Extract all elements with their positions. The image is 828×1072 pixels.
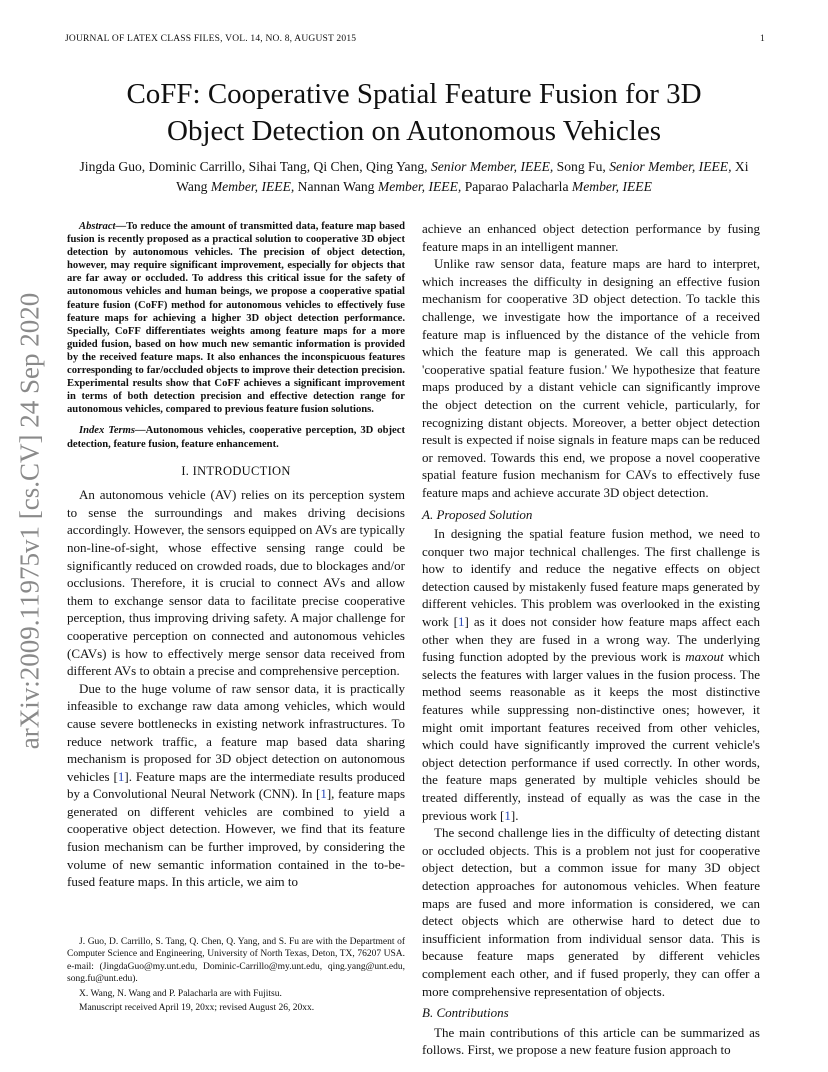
author-role-1: Senior Member, IEEE, xyxy=(430,159,554,174)
index-terms-text: —Autonomous vehicles, cooperative perception, 3D object detection, feature fusion, feature enhancement. xyxy=(67,425,405,450)
title-line-1: CoFF: Cooperative Spatial Feature Fusion for 3D xyxy=(126,78,702,110)
proposed-solution-paragraph-2: The second challenge lies in the difficulty of detecting distant or occluded objects. This is a problem not just for cooperative object detection, but a common issue for many 3D object detection approaches for autonomous vehicles. When feature maps are fused and more information is considered, we can detect objects which are otherwise hard to detect due to insufficient information from individual sensor data. This is because feature maps generated by different vehicles complement each other, and if fused properly, they can offer a more comprehensive representation of objects. xyxy=(422,825,760,999)
text-run: which selects the features with larger values in the fusion process. The method seems reasonable as it keeps the most distinctive features while suppressing non-distinctive ones; however, it might omit important features received from other vehicles, which could have significantly improved the current vehicle's object detection performance if used correctly. In other words, the feature maps generated by multiple vehicles should be treated differently, instead of equally as was the case in the previous work xyxy=(422,649,760,823)
abstract-label: Abstract xyxy=(79,221,116,232)
index-terms-label: Index Terms xyxy=(79,425,136,437)
journal-name: JOURNAL OF LATEX CLASS FILES, VOL. 14, NO. 8, AUGUST 2015 xyxy=(65,34,357,44)
intro-paragraph-3: Unlike raw sensor data, feature maps are hard to interpret, which increases the difficulty in designing an effective fusion mechanism for cooperative 3D object detection. To tackle this challenge, we investigate how the importance of a received feature map is influenced by the distance of the vehicle from which the feature map is generated. We call this approach 'cooperative spatial feature fusion.' We hypothesize that feature maps produced by a distant vehicle can significantly improve the object detection on the current vehicle, particularly, for recognizing distant objects. Moreover, a better object detection result is expected if noise signals in feature maps can be reduced or removed. Towards this end, we propose a novel cooperative spatial feature fusion mechanism for CAVs to effectively fuse feature maps and achieve accurate 3D object detection. xyxy=(422,256,760,500)
intro-paragraph-1: An autonomous vehicle (AV) relies on its perception system to sense the surroundings and makes driving decisions accordingly. However, the sensors equipped on AVs are typically non-line-of-sight, whose effective sensing range could be significantly reduced on crowded roads, due to blockages and/or occlusions. Therefore, it is crucial to connect AVs and allow them to exchange sensor data to facilitate precise cooperative perception, thus improving driving safety. A major challenge for cooperative perception on connected and autonomous vehicles (CAVs) is how to effectively merge sensor data received from different AVs to obtain a precise and comprehensive perception. xyxy=(67,487,405,679)
contributions-paragraph: The main contributions of this article can be summarized as follows. First, we propose a new feature fusion approach to xyxy=(422,1024,760,1058)
author-names-2: Song Fu, xyxy=(553,159,610,174)
right-column xyxy=(422,220,760,1059)
text-run: . Feature maps are the intermediate results produced by a Convolutional Neural Network (CNN). In xyxy=(67,768,406,802)
paper-title xyxy=(60,76,768,150)
footnote-fujitsu: X. Wang, N. Wang and P. Palacharla are with Fujitsu. xyxy=(79,988,282,999)
author-names-4: Nannan Wang xyxy=(294,179,378,194)
text-run: Due to the huge volume of raw sensor data, it is practically infeasible to exchange raw data among vehicles, which would cause severe bottlenecks in existing network infrastructures. To reduce network traffic, a feature map based data sharing mechanism is proposed for 3D object detection on autonomous vehicles xyxy=(67,680,405,784)
abstract xyxy=(67,220,405,416)
citation-link[interactable]: [ 1 ] xyxy=(500,808,515,823)
running-header xyxy=(65,34,765,44)
maxout-term: maxout xyxy=(685,649,724,665)
citation-link[interactable]: [ 1 ] xyxy=(114,769,129,784)
section-initial: I xyxy=(192,463,198,478)
title-line-2: Object Detection on Autonomous Vehicles xyxy=(167,115,661,147)
section-heading-introduction xyxy=(67,463,405,481)
abstract-text: —To reduce the amount of transmitted data, feature map based fusion is recently proposed as a practical solution to cooperative 3D object detection by autonomous vehicles. The precision of object detection, however, may require significant improvement, especially for objects that are far away or occluded. To address this critical issue for the safety of autonomous vehicles and human beings, we propose a cooperative spatial feature fusion (CoFF) method for autonomous vehicles to effectively fuse feature maps for achieving a higher 3D object detection performance. Specially, CoFF differentiates weights among feature maps for a more guided fusion, based on how much new semantic information is provided by the received feature maps. It also enhances the inconspicuous features corresponding to far/occluded objects to improve their detection precision. Experimental results show that CoFF achieves a significant improvement in terms of both detection precision and effective detection range for autonomous vehicles, compared to previous feature fusion solutions. xyxy=(67,221,405,416)
author-role-2: Senior Member, IEEE, xyxy=(609,159,732,174)
page-number: 1 xyxy=(760,34,765,44)
index-terms xyxy=(67,424,405,450)
proposed-solution-paragraph-1 xyxy=(422,525,760,824)
section-number: I. xyxy=(181,463,193,478)
subsection-heading-contributions: B. Contributions xyxy=(422,1005,509,1021)
author-names-5: Paparao Palacharla xyxy=(461,179,572,194)
text-run: , feature maps generated on different vehicles are combined to yield a cooperative object detection. However, we find that its feature fusion mechanism can be further improved, by considering the volume of new semantic information contained in the to-be-fused feature maps. In this article, we aim to xyxy=(67,786,406,890)
arxiv-stamp xyxy=(3,286,57,756)
section-rest: NTRODUCTION xyxy=(197,463,291,478)
text-run: . xyxy=(515,807,519,823)
left-column xyxy=(67,220,405,891)
text-run: as it does not consider how feature maps affect each other when they are fused in a wrong way. The underlying fusing function adopted by the previous work is xyxy=(422,614,760,665)
author-names-3: Xi Wang xyxy=(176,159,749,194)
citation-link[interactable]: [ 1 ] xyxy=(316,786,331,801)
arxiv-id: arXiv:2009.11975v1 [cs.CV] 24 Sep 2020 xyxy=(14,292,45,750)
footnote-manuscript: Manuscript received April 19, 20xx; revised August 26, 20xx. xyxy=(79,1003,315,1014)
footnote-affiliation: J. Guo, D. Carrillo, S. Tang, Q. Chen, Q. Yang, and S. Fu are with the Department of Computer Science and Engineering, University of North Texas, Deton, TX, 76207 USA. e-mail: (JingdaGuo@my.unt.edu, Dominic-Carrillo@my.unt.edu, qing.yang@unt.edu, song.fu@unt.edu). xyxy=(67,937,405,985)
footnotes xyxy=(67,936,405,1016)
author-names-1: Jingda Guo, Dominic Carrillo, Sihai Tang, Qi Chen, Qing Yang, xyxy=(79,159,431,174)
citation-link[interactable]: [ 1 ] xyxy=(454,614,469,629)
author-list xyxy=(70,157,758,197)
author-role-3: Member, IEEE, xyxy=(210,179,295,194)
subsection-heading-proposed-solution: A. Proposed Solution xyxy=(422,506,533,522)
intro-paragraph-2-continued: achieve an enhanced object detection performance by fusing feature maps in an intelligent manner. xyxy=(422,221,760,254)
author-role-5: Member, IEEE xyxy=(571,179,652,194)
author-role-4: Member, IEEE, xyxy=(377,179,462,194)
text-run: In designing the spatial feature fusion method, we need to conquer two major technical challenges. The first challenge is how to identify and reduce the negative effects on object detection caused by mistakenly fused feature maps generated by different vehicles. This problem was overlooked in the existing work xyxy=(422,526,760,630)
intro-paragraph-2 xyxy=(67,680,405,891)
